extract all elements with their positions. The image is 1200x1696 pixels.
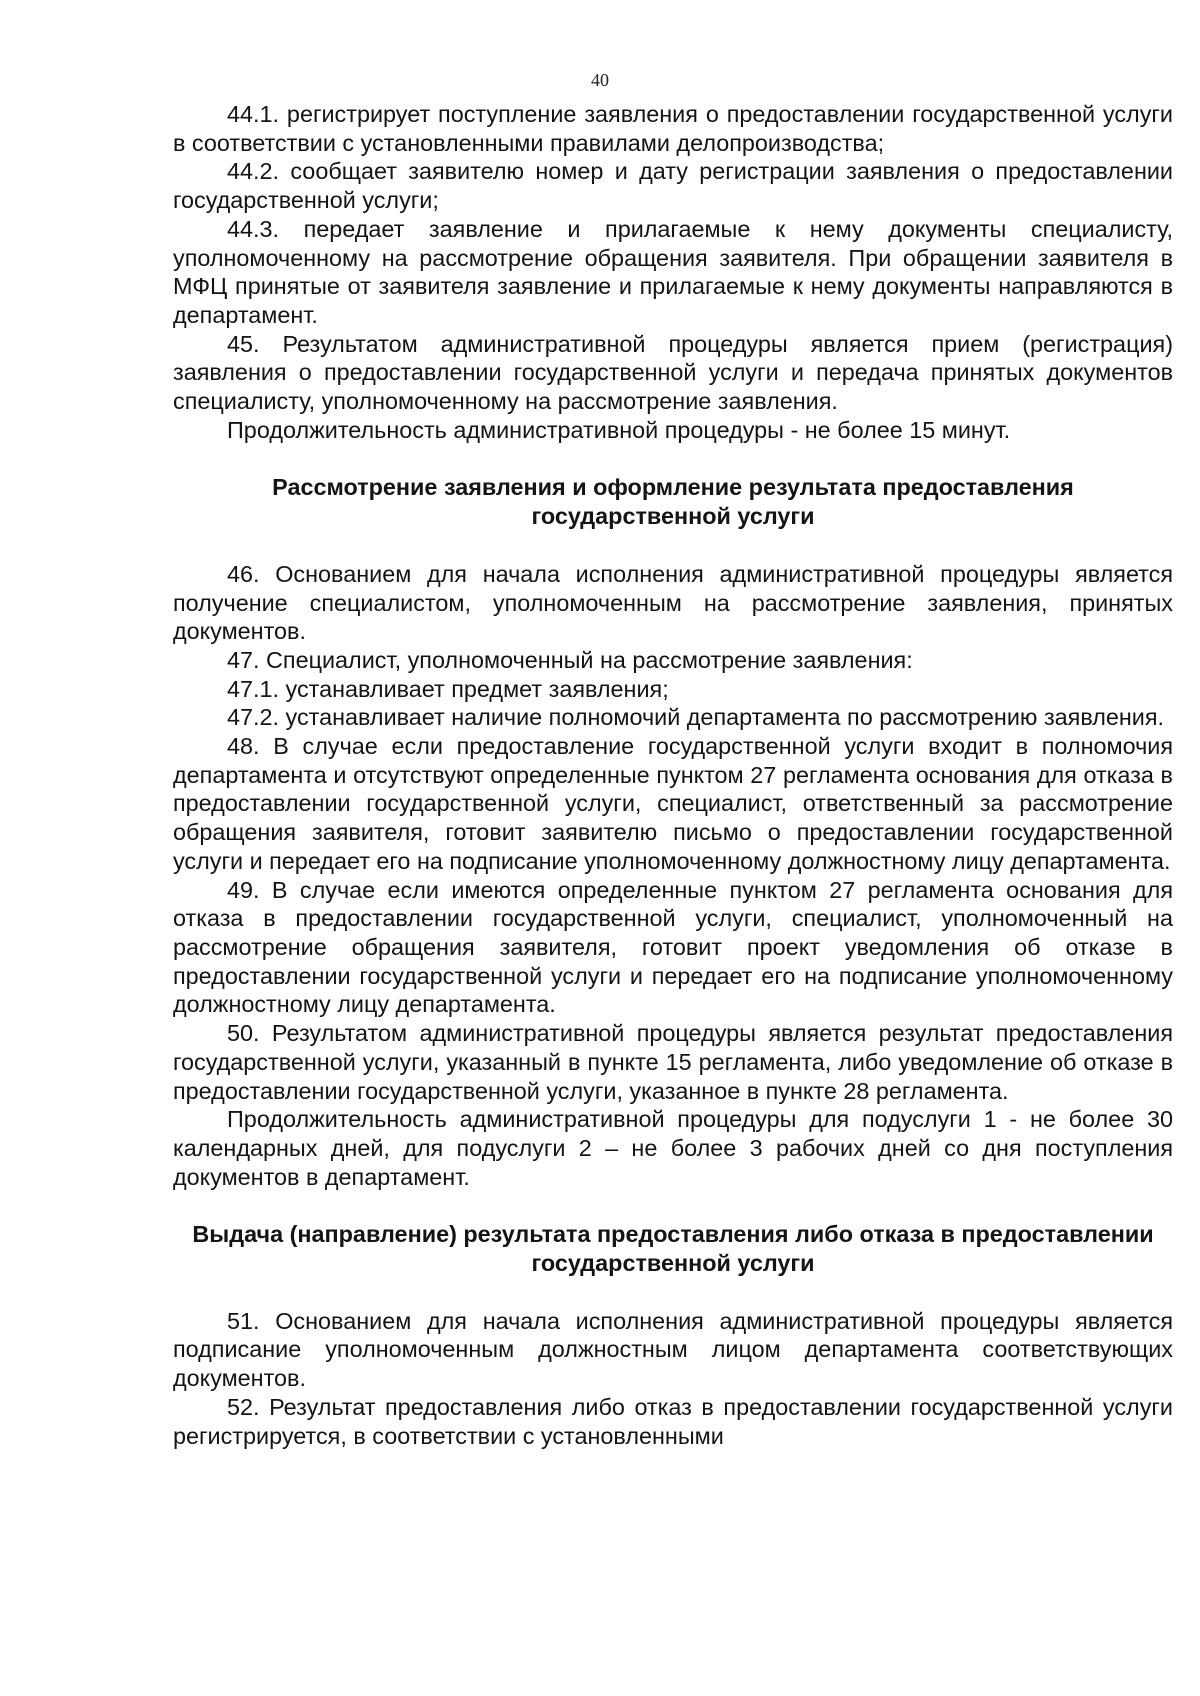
paragraph-50: 50. Результатом административной процедуры является результат предоставления государственной услуги, указанный в пункте 15 регламента, либо уведомление об отказе в предоставлении государственной услуги, указанное в пункте 28 регламента. [173, 1020, 1173, 1104]
paragraph-45: 45. Результатом административной процедуры является прием (регистрация) заявления о предоставлении государственной услуги и передача принятых документов специалисту, уполномоченному на рассмотрение заявления. [173, 330, 1173, 415]
paragraph-48: 48. В случае если предоставление государственной услуги входит в полномочия департамента и отсутствуют определенные пунктом 27 регламента основания для отказа в предоставлении государственной услуги, специалист, ответственный за рассмотрение обращения заявителя, готовит заявителю письмо о предоставлении государственной услуги и передает его на подписание уполномоченному должностному лицу департамента. [173, 733, 1173, 874]
paragraph-44-3: 44.3. передает заявление и прилагаемые к нему документы специалисту, уполномоченному на рассмотрение обращения заявителя. При обращении заявителя в МФЦ принятые от заявителя заявление и прилагаемые к нему документы направляются в департамент. [173, 215, 1173, 328]
section-heading-review: Рассмотрение заявления и оформление результата предоставления государственной услуги [272, 474, 1074, 530]
document-body [173, 100, 1173, 1450]
paragraph-duration-1: Продолжительность административной процедуры - не более 15 минут. [227, 416, 1011, 443]
paragraph-44-2: 44.2. сообщает заявителю номер и дату регистрации заявления о предоставлении государственной услуги; [173, 158, 1173, 214]
section-heading-issuance: Выдача (направление) результата предоставления либо отказа в предоставлении государственной услуги [192, 1221, 1154, 1277]
paragraph-51: 51. Основанием для начала исполнения административной процедуры является подписание уполномоченным должностным лицом департамента соответствующих документов. [173, 1307, 1173, 1392]
paragraph-52: 52. Результат предоставления либо отказ в предоставлении государственной услуги регистрируется, в соответствии с установленными [173, 1393, 1173, 1449]
paragraph-47: 47. Специалист, уполномоченный на рассмотрение заявления: [227, 646, 913, 673]
paragraph-47-1: 47.1. устанавливает предмет заявления; [227, 675, 669, 702]
paragraph-46: 46. Основанием для начала исполнения административной процедуры является получение специалистом, уполномоченным на рассмотрение заявления, принятых документов. [173, 560, 1173, 645]
paragraph-47-2: 47.2. устанавливает наличие полномочий департамента по рассмотрению заявления. [227, 704, 1165, 731]
paragraph-49: 49. В случае если имеются определенные пунктом 27 регламента основания для отказа в предоставлении государственной услуги, специалист, уполномоченный на рассмотрение обращения заявителя, готовит проект уведомления об отказе в предоставлении государственной услуги и передает его на подписание уполномоченному должностному лицу департамента. [173, 876, 1173, 1018]
page-number: 40 [591, 70, 609, 90]
paragraph-44-1: 44.1. регистрирует поступление заявления о предоставлении государственной услуги в соответствии с установленными правилами делопроизводства; [173, 101, 1173, 156]
paragraph-duration-2: Продолжительность административной процедуры для подуслуги 1 - не более 30 календарных дней, для подуслуги 2 – не более 3 рабочих дней со дня поступления документов в департамент. [173, 1106, 1173, 1190]
